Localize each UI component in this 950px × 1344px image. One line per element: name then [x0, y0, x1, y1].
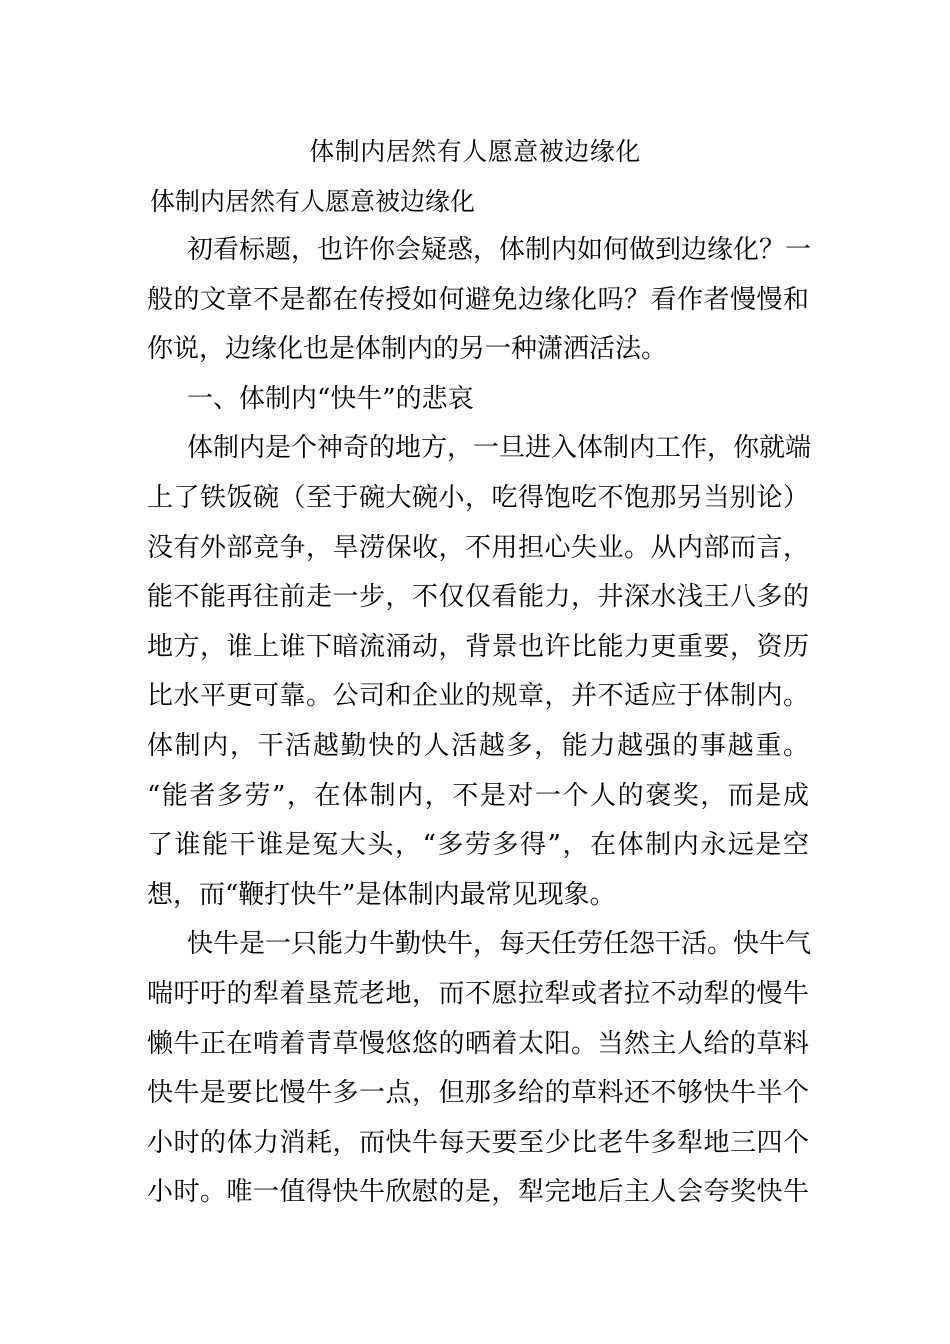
text-line: 一、体制内“快牛”的悲哀	[187, 383, 474, 414]
text-line: 比水平更可靠。公司和企业的规章，并不适应于体制内。	[147, 681, 809, 712]
document-body	[147, 232, 812, 1224]
document-title: 体制内居然有人愿意被边缘化	[309, 137, 641, 166]
text-line: 体制内，干活越勤快的人活越多，能力越强的事越重。	[147, 730, 809, 761]
text-line: 体制内是个神奇的地方，一旦进入体制内工作，你就端	[187, 433, 812, 464]
text-line: 小时的体力消耗，而快牛每天要至少比老牛多犁地三四个	[147, 1127, 809, 1158]
text-line: 了谁能干谁是冤大头，“多劳多得”，在体制内永远是空	[147, 830, 809, 861]
text-line: 上了铁饭碗（至于碗大碗小，吃得饱吃不饱那另当别论）	[147, 482, 809, 513]
text-line: 没有外部竞争，旱涝保收，不用担心失业。从内部而言，	[147, 532, 809, 563]
text-line: 想，而“鞭打快牛”是体制内最常见现象。	[147, 879, 616, 910]
text-line: 初看标题，也许你会疑惑，体制内如何做到边缘化？一	[187, 235, 812, 265]
text-line: 地方，谁上谁下暗流涌动，背景也许比能力更重要，资历	[147, 631, 809, 662]
document-subtitle: 体制内居然有人愿意被边缘化	[150, 187, 476, 216]
text-line: 能不能再往前走一步，不仅仅看能力，井深水浅王八多的	[147, 582, 809, 613]
text-line: 般的文章不是都在传授如何避免边缘化吗？看作者慢慢和	[147, 284, 809, 315]
text-line: 喘吁吁的犁着垦荒老地，而不愿拉犁或者拉不动犁的慢牛	[147, 978, 809, 1009]
text-line: 小时。唯一值得快牛欣慰的是，犁完地后主人会夸奖快牛	[147, 1177, 809, 1208]
text-line: “能者多劳”，在体制内，不是对一个人的褒奖，而是成	[147, 780, 809, 811]
text-line: 快牛是要比慢牛多一点，但那多给的草料还不够快牛半个	[147, 1078, 809, 1109]
text-line: 你说，边缘化也是体制内的另一种潇洒活法。	[147, 334, 668, 365]
text-line: 懒牛正在啃着青草慢悠悠的晒着太阳。当然主人给的草料	[147, 1028, 809, 1059]
text-line: 快牛是一只能力牛勤快牛，每天任劳任怨干活。快牛气	[187, 929, 812, 960]
